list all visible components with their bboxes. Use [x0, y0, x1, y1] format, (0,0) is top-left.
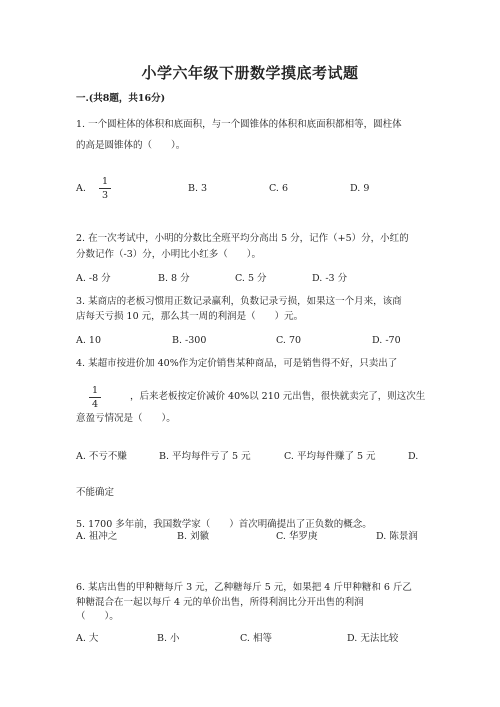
q4-option-a: A. 不亏不赚 [76, 451, 127, 462]
q2-option-c: C. 5 分 [235, 273, 267, 284]
q3-option-a: A. 10 [76, 335, 101, 346]
fraction-denominator: 4 [91, 399, 99, 410]
q4-option-c: C. 平均每件赚了 5 元 [284, 451, 376, 462]
q1-text-line2: 的高是圆锥体的（ ）。 [76, 140, 186, 151]
q2-option-b: B. 8 分 [158, 273, 190, 284]
fraction-denominator: 3 [101, 190, 109, 201]
q6-option-b: B. 小 [157, 633, 180, 644]
fraction-bar [89, 397, 101, 398]
q6-text-line2: 种糖混合在一起以每斤 4 元的单价出售，所得利润比分开出售的利润 [76, 597, 364, 608]
q2-option-d: D. -3 分 [312, 273, 348, 284]
q3-option-b: B. -300 [172, 335, 207, 346]
q2-text-line2: 分数记作（-3）分，小明比小红多（ ）。 [76, 249, 262, 260]
q1-option-a-fraction [99, 176, 111, 201]
q1-text-line1: 1. 一个圆柱体的体积和底面积，与一个圆锥体的体积和底面积都相等，圆柱体 [76, 119, 402, 130]
q5-option-d: D. 陈景润 [376, 531, 418, 542]
q4-option-d: D. [408, 451, 419, 462]
q3-text-line2: 店每天亏损 10 元，那么其一周的利润是（ ）元。 [76, 311, 304, 322]
q1-option-d: D. 9 [350, 183, 370, 194]
q1-option-a-label: A. [76, 183, 86, 194]
section-heading: 一.(共8题，共16分) [76, 93, 166, 104]
q4-text-line3: 意盈亏情况是（ ）。 [76, 413, 176, 424]
q4-text-line1: 4. 某超市按进价加 40%作为定价销售某种商品，可是销售得不好，只卖出了 [76, 358, 398, 369]
q5-option-b: B. 刘徽 [177, 531, 210, 542]
q5-option-c: C. 华罗庚 [276, 531, 318, 542]
fraction-numerator: 1 [91, 385, 99, 396]
q6-text-line3: （ ）。 [76, 611, 119, 622]
q4-option-d-text: 不能确定 [76, 487, 115, 498]
q5-option-a: A. 祖冲之 [76, 531, 118, 542]
q3-option-d: D. -70 [372, 335, 401, 346]
fraction-numerator: 1 [101, 176, 109, 187]
q6-option-d: D. 无法比较 [347, 633, 399, 644]
q4-option-b: B. 平均每件亏了 5 元 [159, 451, 251, 462]
q1-option-b: B. 3 [188, 183, 208, 194]
q2-option-a: A. -8 分 [76, 273, 111, 284]
q1-option-c: C. 6 [269, 183, 289, 194]
fraction-bar [99, 188, 111, 189]
q2-text-line1: 2. 在一次考试中，小明的分数比全班平均分高出 5 分，记作（+5）分，小红的 [76, 233, 409, 244]
q4-text-line2: ，后来老板按定价减价 40%以 210 元出售，很快就卖完了，则这次生 [130, 391, 426, 402]
page-title: 小学六年级下册数学摸底考试题 [141, 64, 359, 82]
q4-fraction [89, 385, 101, 410]
q5-text-line1: 5. 1700 多年前，我国数学家（ ）首次明确提出了正负数的概念。 [76, 519, 372, 530]
q6-text-line1: 6. 某店出售的甲种糖每斤 3 元，乙种糖每斤 5 元，如果把 4 斤甲种糖和 6 斤乙 [76, 582, 412, 593]
q3-text-line1: 3. 某商店的老板习惯用正数记录赢利，负数记录亏损，如果这一个月来，该商 [76, 296, 402, 307]
q6-option-c: C. 相等 [240, 633, 272, 644]
q3-option-c: C. 70 [276, 335, 302, 346]
q6-option-a: A. 大 [76, 633, 99, 644]
